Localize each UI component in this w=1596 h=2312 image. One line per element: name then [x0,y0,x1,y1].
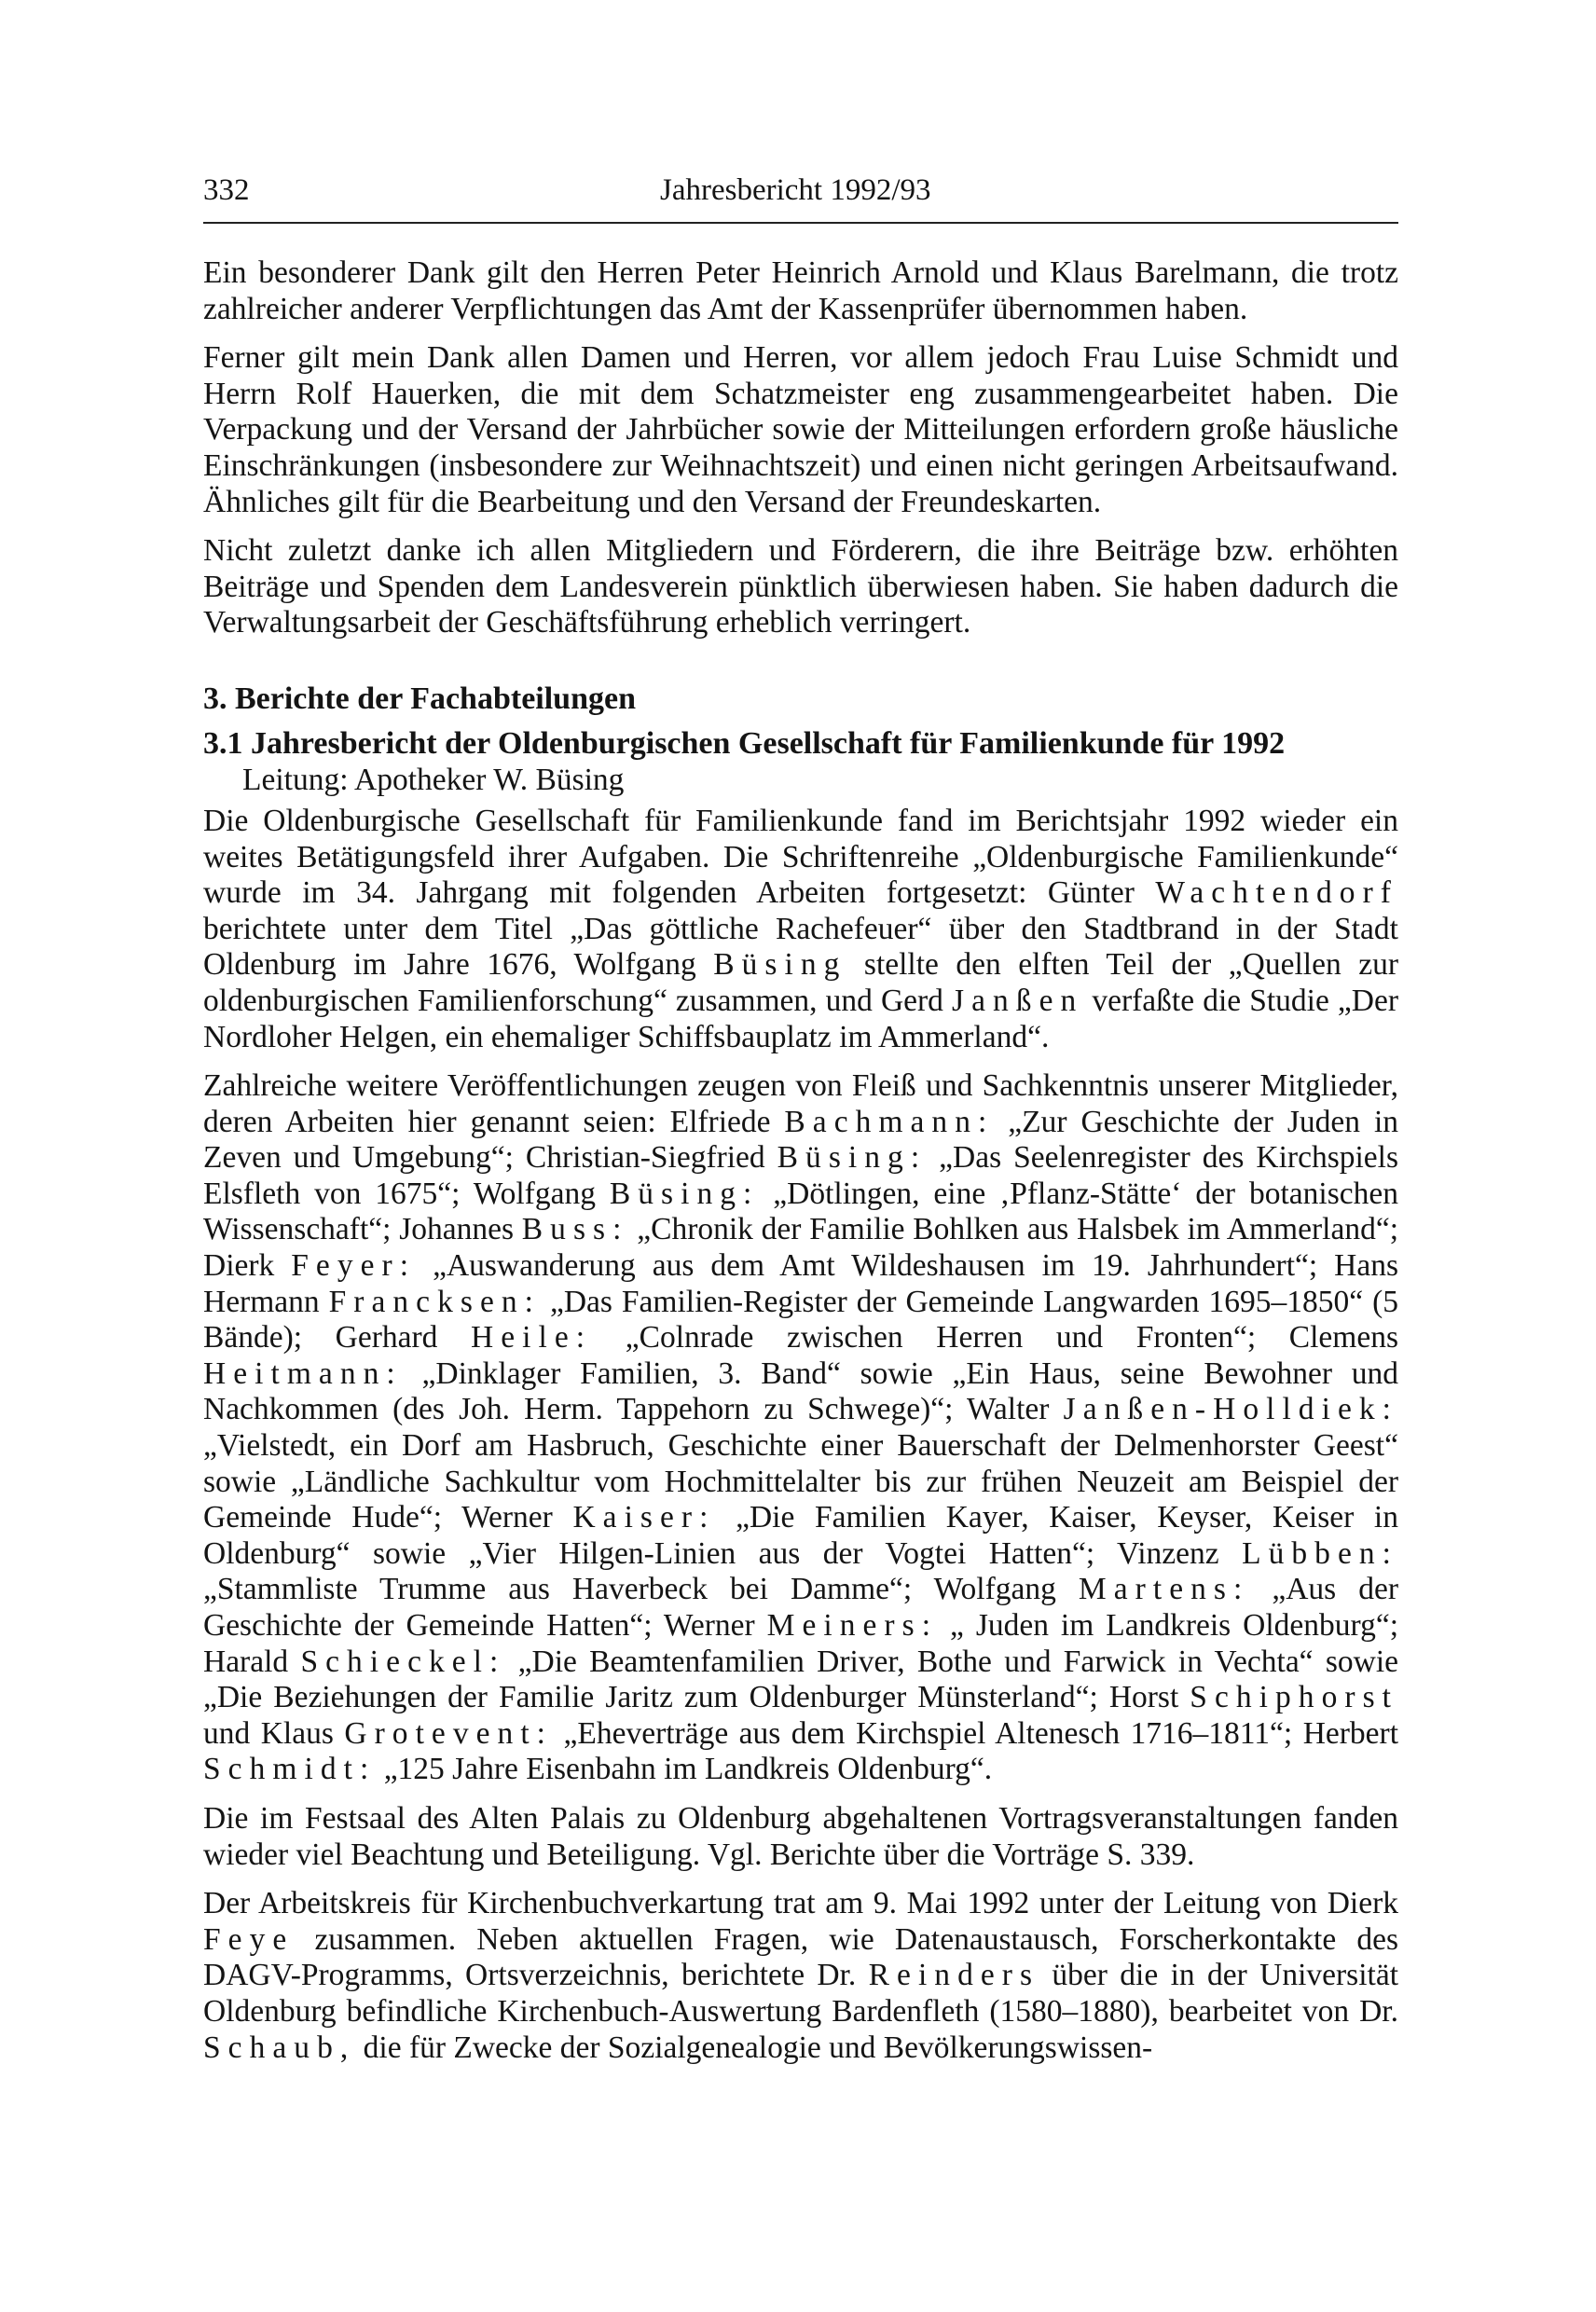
author-name: Heitmann: [203,1356,403,1391]
subsection-heading: 3.1 Jahresbericht der Oldenburgischen Gesellschaft für Familienkunde für 1992 [203,725,1286,761]
author-name: Schaub, [203,2030,356,2065]
author-name: Janßen [952,983,1084,1018]
text-run: „Dötlingen, eine ‚Pflanz-Stätte‘ der botanischen Wissenschaft“; Johannes [203,1176,1398,1247]
paragraph-member-publications [203,1068,1398,1788]
text-run: „Eheverträge aus dem Kirchspiel Altenesch 1716–1811“; Herbert [553,1715,1398,1751]
author-name: Francksen: [328,1284,541,1319]
text-run: zusammen. Neben aktuellen Fragen, wie Datenaustausch, Forscherkontakte des DAGV-Programms, Ortsverzeichnis, berichtete Dr. [203,1921,1398,1993]
author-name: Büsing: [777,1140,928,1176]
byline: Leitung: Apotheker W. Büsing [242,762,625,797]
author-name: Büsing [713,947,847,983]
text-run: „Chronik der Familie Bohlken aus Halsbek im Ammerland“; Dierk [203,1212,1398,1284]
text-run: „Aus der Geschichte der Gemeinde Hatten“; Werner [203,1572,1399,1643]
page-number: 332 [203,173,250,207]
text-run: „Auswanderung aus dem Amt Wildeshausen im 19. Jahrhundert“; Hans Hermann [203,1248,1398,1319]
author-name: Meiners: [766,1608,939,1643]
text-run: verfaßte die Studie „Der Nordloher Helgen, ein ehemaliger Schiffsbauplatz im Ammerland“. [203,983,1398,1054]
author-name: Janßen-Holldiek: [1063,1392,1398,1427]
author-name: Bachmann: [784,1104,995,1139]
text-run: die für Zwecke der Sozialgenealogie und Bevölkerungswissen- [355,2030,1153,2065]
page-header [203,173,1398,218]
author-name: Feyer: [291,1248,417,1284]
text-run: „Colnrade zwischen Herren und Fronten“; Clemens [592,1320,1398,1356]
running-title: Jahresbericht 1992/93 [660,173,931,207]
text-run: Der Arbeitskreis für Kirchenbuchverkartung trat am 9. Mai 1992 unter der Leitung von Dierk [203,1886,1398,1921]
author-name: Grotevent: [344,1715,554,1751]
author-name: Martens: [1078,1572,1250,1607]
author-name: Lübben: [1242,1535,1398,1571]
section-heading: 3. Berichte der Fachabteilungen [203,681,636,716]
text-run: „Vielstedt, ein Dorf am Hasbruch, Geschichte einer Bauerschaft der Delmenhorster Geest“ sowie „Ländliche Sachkultur vom Hochmittelalter bis zur frühen Neuzeit am Beispiel der Gemeinde Hude“; Werner [203,1428,1398,1535]
text-run: „Das Familien-Register der Gemeinde Langwarden 1695–1850“ (5 Bände); Gerhard [203,1284,1398,1356]
author-name: Schmidt: [203,1752,377,1787]
paragraph-thanks-members: Nicht zuletzt danke ich allen Mitgliedern und Förderern, die ihre Beiträge bzw. erhöhten Beiträge und Spenden dem Landesverein pünktlich überwiesen haben. Sie haben dadurch die Verwaltungsarbeit der Geschäftsführung erheblich verringert. [203,533,1398,640]
text-run: stellte den elften Teil der „Quellen zur oldenburgischen Familienforschung“ zusammen, und Gerd [203,947,1398,1018]
paragraph-lectures: Die im Festsaal des Alten Palais zu Oldenburg abgehaltenen Vortragsveranstaltungen fanden wieder viel Beachtung und Beteiligung. Vgl. Berichte über die Vorträge S. 339. [203,1800,1398,1872]
text-run: Zahlreiche weitere Veröffentlichungen zeugen von Fleiß und Sachkenntnis unserer Mitglieder, deren Arbeiten hier genannt seien: Elfriede [203,1068,1398,1139]
page-body [203,255,1398,2079]
author-name: Büsing: [609,1176,760,1211]
text-run: „125 Jahre Eisenbahn im Landkreis Oldenburg“. [376,1752,993,1787]
author-name: Wachtendorf [1155,875,1398,911]
text-run: „Das Seelenregister des Kirchspiels Elsfleth von 1675“; Wolfgang [203,1140,1399,1211]
author-name: Heile: [471,1320,593,1356]
text-run: berichtete unter dem Titel „Das göttliche Rachefeuer“ über den Stadtbrand in der Stadt Oldenburg im Jahre 1676, Wolfgang [203,911,1398,983]
author-name: Kaiser: [572,1500,716,1535]
header-rule [203,222,1398,224]
text-run: „Die Familien Kayer, Kaiser, Keyser, Keiser in Oldenburg“ sowie „Vier Hilgen-Linien aus der Vogtei Hatten“; Vinzenz [203,1500,1398,1571]
text-run: Die Oldenburgische Gesellschaft für Familienkunde fand im Berichtsjahr 1992 wieder ein weites Betätigungsfeld ihrer Aufgaben. Die Schriftenreihe „Oldenburgische Familienkunde“ wurde im 34. Jahrgang mit folgenden Arbeiten fortgesetzt: Günter [203,803,1398,911]
text-run: „Die Beamtenfamilien Driver, Bothe und Farwick in Vechta“ sowie „Die Beziehungen der Familie Jaritz zum Oldenburger Münsterland“; Horst [203,1644,1398,1715]
paragraph-thanks-helpers: Ferner gilt mein Dank allen Damen und Herren, vor allem jedoch Frau Luise Schmidt und Herrn Rolf Hauerken, die mit dem Schatzmeister eng zusammengearbeitet haben. Die Verpackung und der Versand der Jahrbücher sowie der Mitteilungen erfordern große häusliche Einschränkungen (insbesondere zur Weihnachtszeit) und einen nicht geringen Arbeitsaufwand. Ähnliches gilt für die Bearbeitung und den Versand der Freundeskarten. [203,340,1398,519]
author-name: Reinders [868,1958,1040,1993]
author-name: Schiphorst [1190,1680,1398,1715]
text-run: „Zur Geschichte der Juden in Zeven und Umgebung“; Christian-Siegfried [203,1104,1399,1176]
text-run: und Klaus [203,1715,345,1751]
text-run: „Stammliste Trumme aus Haverbeck bei Damme“; Wolfgang [203,1572,1079,1607]
text-run: „Dinklager Familien, 3. Band“ sowie „Ein Haus, seine Bewohner und Nachkommen (des Joh. Herm. Tappehorn zu Schwege)“; Walter [203,1356,1398,1427]
paragraph-thanks-auditors: Ein besonderer Dank gilt den Herren Peter Heinrich Arnold und Klaus Barelmann, die trotz zahlreicher anderer Verpflichtungen das Amt der Kassenprüfer übernommen haben. [203,255,1398,326]
text-run: „ Juden im Landkreis Oldenburg“; Harald [203,1608,1398,1679]
text-run: über die in der Universität Oldenburg befindliche Kirchenbuch-Auswertung Bardenfleth (1580–1880), bearbeitet von Dr. [203,1958,1398,2029]
author-name: Feye [203,1921,295,1957]
author-name: Buss: [521,1212,629,1247]
author-name: Schieckel: [300,1644,506,1679]
paragraph-publication-series [203,804,1398,1055]
paragraph-working-group [203,1886,1398,2066]
